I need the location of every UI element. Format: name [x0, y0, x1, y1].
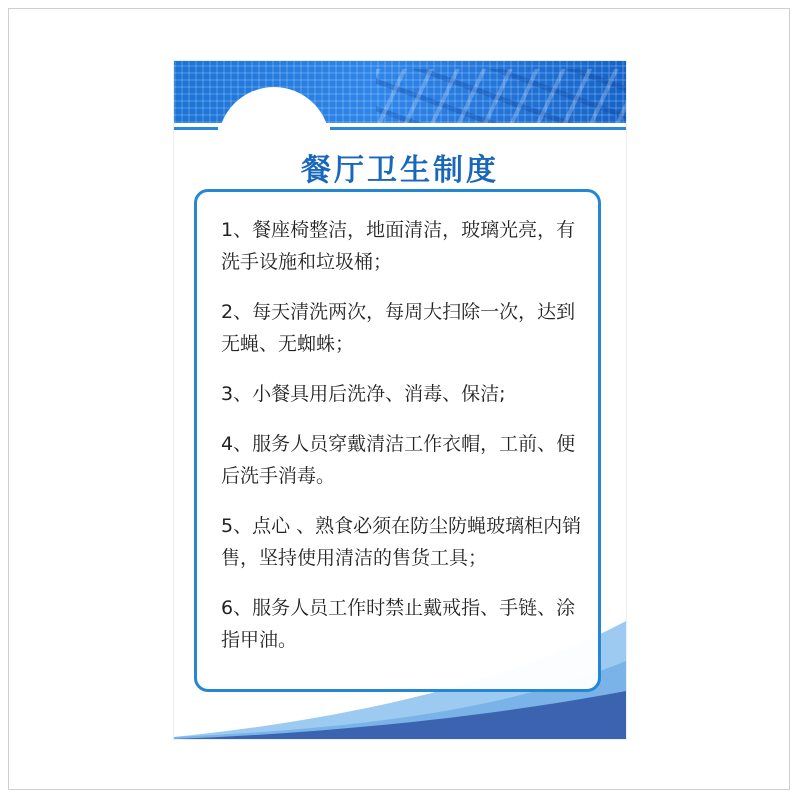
- rule-item-3: 3、小餐具用后洗净、消毒、保洁;: [221, 383, 506, 405]
- rule-item-1: 1、餐座椅整洁，地面清洁，玻璃光亮，有洗手设施和垃圾桶；: [221, 219, 576, 273]
- sign-title: 餐厅卫生制度: [301, 153, 499, 188]
- rule-item-2: 2、每天清洗两次，每周大扫除一次，达到无蝇、无蜘蛛；: [221, 301, 576, 355]
- hygiene-sign-board: [174, 61, 626, 739]
- rule-item-4: 4、服务人员穿戴清洁工作衣帽，工前、便后洗手消毒。: [221, 433, 576, 487]
- rules-box: [194, 189, 601, 692]
- rule-item-6: 6、服务人员工作时禁止戴戒指、手链、涂指甲油。: [221, 597, 576, 651]
- rule-item-5: 5、点心 、熟食必须在防尘防蝇玻璃柜内销售，坚持使用清洁的售货工具；: [221, 515, 582, 569]
